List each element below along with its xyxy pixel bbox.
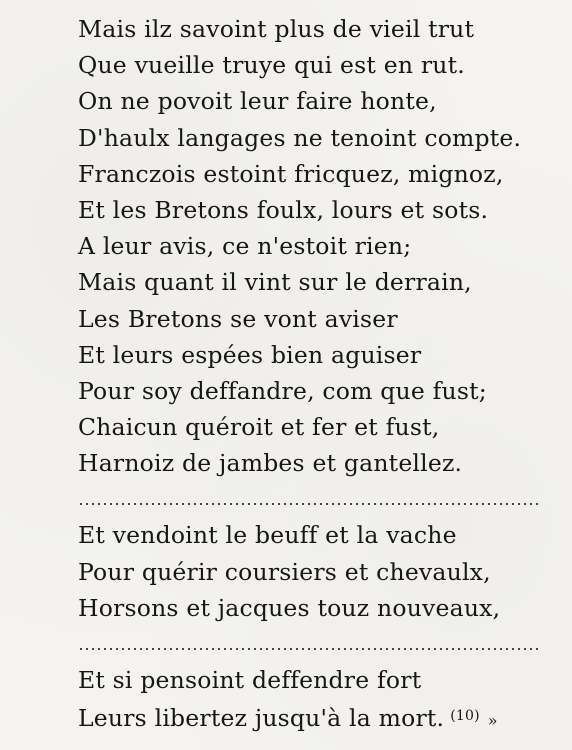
verse-line: Franczois estoint fricquez, mignoz,	[78, 159, 504, 188]
verse-text: Leurs libertez jusqu'à la mort.	[78, 704, 445, 733]
verse-line: Les Bretons se vont aviser	[78, 304, 398, 333]
verse-line: Harnoiz de jambes et gantellez.	[78, 449, 463, 478]
verse-line: Que vueille truye qui est en rut.	[78, 51, 465, 80]
verse-line: On ne povoit leur faire honte,	[78, 87, 437, 116]
omission-dots-row	[78, 481, 558, 517]
verse-line: D'haulx langages ne tenoint compte.	[78, 123, 522, 152]
verse-line: A leur avis, ce n'estoit rien;	[78, 232, 412, 261]
verse-line: Et vendoint le beuff et la vache	[78, 521, 457, 550]
omission-dots-row	[78, 626, 558, 662]
verse-line: Mais quant il vint sur le derrain,	[78, 268, 472, 297]
verse-line: Pour soy deffandre, com que fust;	[78, 376, 487, 405]
verse-line: Mais ilz savoint plus de vieil trut	[78, 15, 475, 43]
omission-dots	[78, 503, 540, 505]
closing-quote: »	[487, 711, 498, 731]
footnote-marker: (10)	[450, 708, 480, 725]
verse-line: Horsons et jacques touz nouveaux,	[78, 593, 501, 622]
verse-line: Et leurs espées bien aguiser	[78, 340, 422, 369]
poem-text	[78, 11, 558, 734]
verse-line: Chaicun quéroit et fer et fust,	[78, 413, 440, 442]
verse-line: Et si pensoint deffendre fort	[78, 666, 422, 694]
final-verse-line	[78, 698, 558, 734]
verse-line: Et les Bretons foulx, lours et sots.	[78, 195, 489, 224]
omission-dots	[78, 648, 540, 650]
verse-line: Pour quérir coursiers et chevaulx,	[78, 557, 491, 586]
